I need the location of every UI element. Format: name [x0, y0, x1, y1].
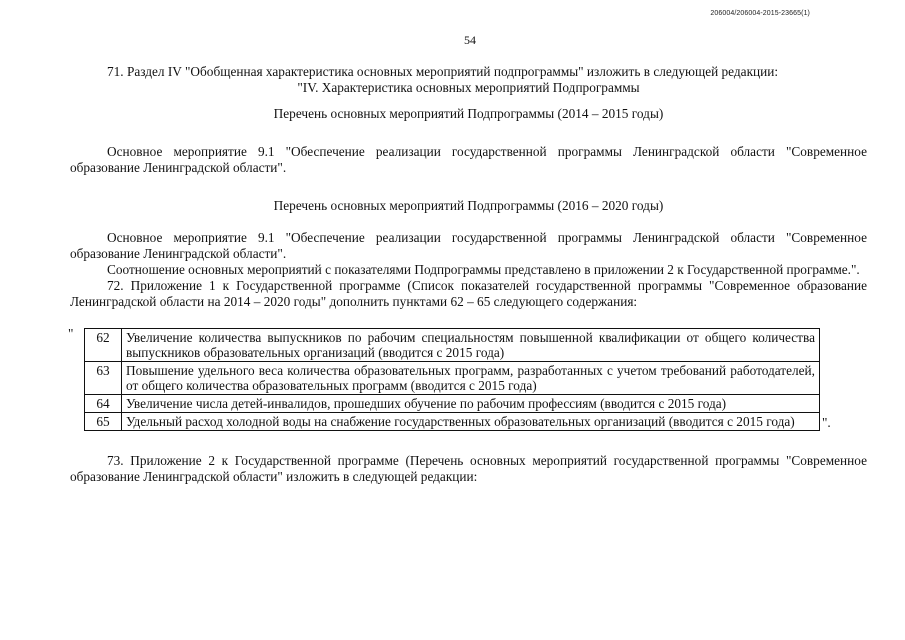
row-number: 64	[85, 395, 122, 413]
measure-9-1-2014: Основное мероприятие 9.1 "Обеспечение реализации государственной программы Ленинградской области "Современное образование Ленинградской области".	[70, 144, 867, 175]
table-row	[85, 329, 820, 362]
list-heading-2014-2015: Перечень основных мероприятий Подпрограммы (2014 – 2015 годы)	[273, 106, 664, 121]
indicators-table	[84, 328, 820, 431]
table-open-quote: "	[68, 326, 74, 341]
row-number: 65	[85, 413, 122, 431]
ratio-paragraph: Соотношение основных мероприятий с показателями Подпрограммы представлено в приложении 2 к Государственной программе.".	[107, 262, 860, 277]
indicators-table-block	[70, 328, 867, 431]
section-iv-heading: "IV. Характеристика основных мероприятий Подпрограммы	[297, 80, 640, 95]
row-text: Удельный расход холодной воды на снабжение государственных образовательных организаций (вводится с 2015 года)	[122, 413, 820, 431]
table-row	[85, 362, 820, 395]
row-number: 63	[85, 362, 122, 395]
row-number: 62	[85, 329, 122, 362]
row-text: Увеличение числа детей-инвалидов, прошедших обучение по рабочим профессиям (вводится с 2015 года)	[122, 395, 820, 413]
table-row	[85, 395, 820, 413]
page-number: 54	[464, 33, 476, 47]
paragraph-73: 73. Приложение 2 к Государственной программе (Перечень основных мероприятий государственной программы "Современное образование Ленинградской области" изложить в следующей редакции:	[70, 453, 867, 484]
row-text: Увеличение количества выпускников по рабочим специальностям повышенной квалификации от общего количества выпускников образовательных организаций (вводится с 2015 года)	[122, 329, 820, 362]
paragraph-72: 72. Приложение 1 к Государственной программе (Список показателей государственной программы "Современное образование Ленинградской области на 2014 – 2020 годы" дополнить пунктами 62 – 65 следующего содержания:	[70, 278, 867, 309]
table-close-quote: ".	[822, 415, 831, 430]
measure-9-1-2016: Основное мероприятие 9.1 "Обеспечение реализации государственной программы Ленинградской области "Современное образование Ленинградской области".	[70, 230, 867, 261]
row-text: Повышение удельного веса количества образовательных программ, разработанных с учетом требований работодателей, от общего количества образовательных программ (вводится с 2015 года)	[122, 362, 820, 395]
list-heading-2016-2020: Перечень основных мероприятий Подпрограммы (2016 – 2020 годы)	[273, 198, 664, 213]
document-body	[70, 64, 867, 485]
document-id: 206004/206004-2015-23665(1)	[710, 10, 810, 17]
paragraph-71: 71. Раздел IV "Обобщенная характеристика основных мероприятий подпрограммы" изложить в следующей редакции:	[107, 64, 779, 79]
table-row	[85, 413, 820, 431]
